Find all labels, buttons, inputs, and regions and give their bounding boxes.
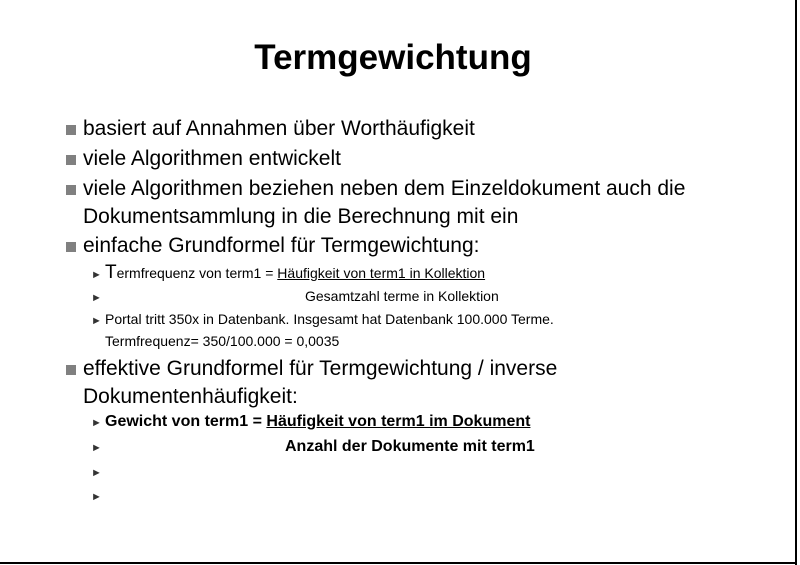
bullet-4-text: einfache Grundformel für Termgewichtung: <box>83 234 480 257</box>
formula2-denominator: Anzahl der Dokumente mit term1 <box>285 438 535 455</box>
square-bullet-icon <box>66 185 76 195</box>
formula2-lhs: Gewicht von term1 = <box>105 413 267 430</box>
formula1-denominator-line <box>91 286 499 308</box>
square-bullet-icon <box>66 155 76 165</box>
formula1-lhs: ermfrequenz von term1 = <box>116 265 278 281</box>
slide-title: Termgewichtung <box>254 38 532 77</box>
formula1-example-1: Portal tritt 350x in Datenbank. Insgesamt hat Datenbank 100.000 Terme. <box>105 311 554 327</box>
formula1-denominator: Gesamtzahl terme in Kollektion <box>305 288 499 304</box>
bullet-2 <box>66 145 766 173</box>
arrow-icon: ► <box>91 467 102 479</box>
formula1-numerator: Häufigkeit von term1 in Kollektion <box>277 265 486 281</box>
arrow-icon: ► <box>91 292 102 304</box>
arrow-icon: ► <box>91 417 102 429</box>
formula2-numerator: Häufigkeit von term1 im Dokument <box>266 413 531 430</box>
formula2-line <box>91 412 530 433</box>
formula1-example-line-2 <box>105 331 339 351</box>
slide-frame-right <box>795 0 797 565</box>
bullet-5 <box>66 355 766 411</box>
slide-frame-bottom <box>0 562 797 564</box>
arrow-icon: ► <box>91 315 102 327</box>
formula1-line <box>91 263 485 285</box>
empty-sub-bullet <box>91 461 105 483</box>
square-bullet-icon <box>66 365 76 375</box>
square-bullet-icon <box>66 242 76 252</box>
arrow-icon: ► <box>91 491 102 503</box>
formula1-example-line <box>91 309 554 331</box>
formula2-denominator-line <box>91 437 535 458</box>
bullet-4 <box>66 232 766 260</box>
bullet-3-text: viele Algorithmen beziehen neben dem Einzeldokument auch die Dokumentsammlung in die Berechnung mit ein <box>83 177 686 228</box>
bullet-1-text: basiert auf Annahmen über Worthäufigkeit <box>83 117 475 140</box>
arrow-icon: ► <box>91 269 102 281</box>
empty-sub-bullet <box>91 485 105 507</box>
bullet-5-text: effektive Grundformel für Termgewichtung / inverse Dokumentenhäufigkeit: <box>83 357 558 408</box>
square-bullet-icon <box>66 125 76 135</box>
bullet-3 <box>66 175 766 231</box>
arrow-icon: ► <box>91 442 102 454</box>
formula1-lead-letter: T <box>105 262 117 283</box>
bullet-2-text: viele Algorithmen entwickelt <box>83 147 341 170</box>
formula1-example-2: Termfrequenz= 350/100.000 = 0,0035 <box>105 333 340 349</box>
bullet-1 <box>66 115 766 143</box>
